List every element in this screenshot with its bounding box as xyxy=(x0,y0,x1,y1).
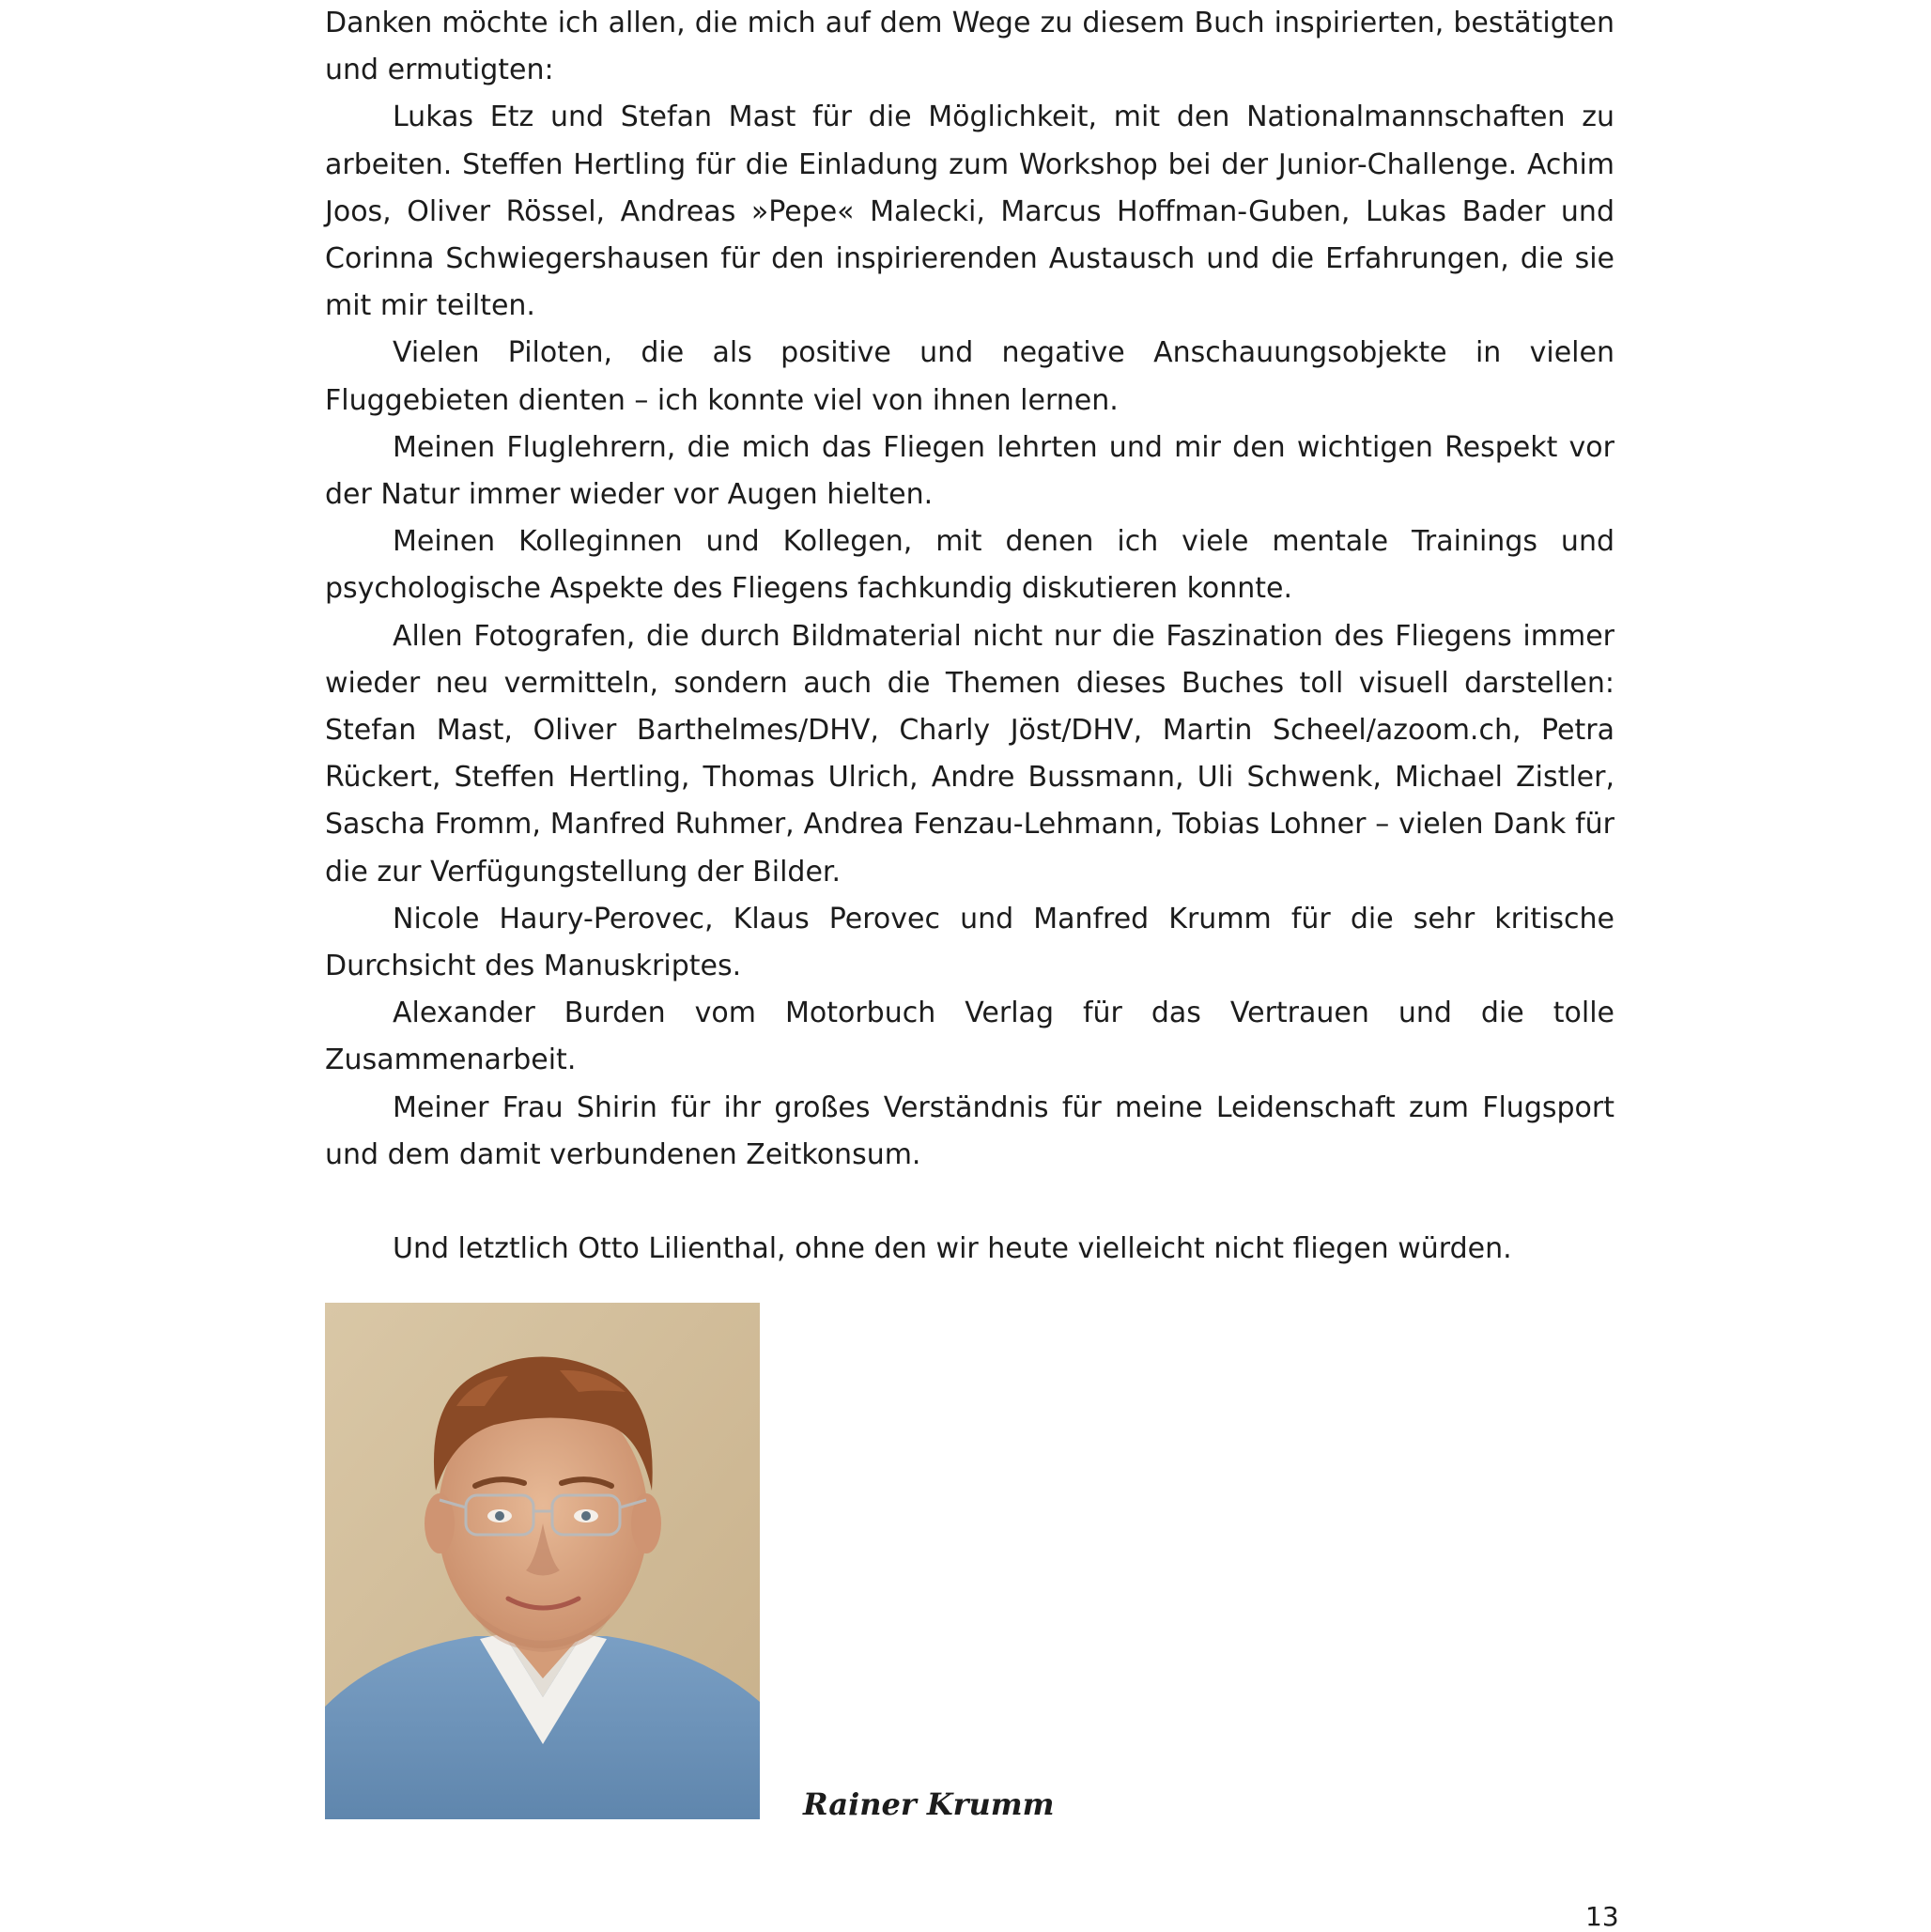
acknowledgement-paragraph: Allen Fotografen, die durch Bildmaterial nicht nur die Faszination des Fliegens immer wieder neu vermitteln, sondern auch die Themen dieses Buches toll visuell darstellen: Stefan Mast, Oliver Barthelmes/DHV, Charly Jöst/DHV, Martin Scheel/azoom.ch, Petra Rückert, Steffen Hertling, Thomas Ulrich, Andre Bussmann, Uli Schwenk, Michael Zistler, Sascha Fromm, Manfred Ruhmer, Andrea Fenzau-Lehmann, Tobias Lohner – vielen Dank für die zur Verfügungstellung der Bilder. xyxy=(325,619,1614,889)
author-portrait xyxy=(325,1303,760,1819)
acknowledgement-paragraph: Meiner Frau Shirin für ihr großes Verständnis für meine Leidenschaft zum Flugsport und dem damit verbundenen Zeitkonsum. xyxy=(325,1090,1614,1171)
acknowledgement-paragraph: Vielen Piloten, die als positive und negative Anschauungsobjekte in vielen Fluggebieten dienten – ich konnte viel von ihnen lernen. xyxy=(325,336,1614,417)
closing-paragraph: Und letztlich Otto Lilienthal, ohne den wir heute vielleicht nicht fliegen würden. xyxy=(393,1232,1512,1266)
acknowledgement-paragraph: Meinen Fluglehrern, die mich das Fliegen lehrten und mir den wichtigen Respekt vor der Natur immer wieder vor Augen hielten. xyxy=(325,430,1614,512)
acknowledgement-paragraph: Meinen Kolleginnen und Kollegen, mit denen ich viele mentale Trainings und psychologische Aspekte des Fliegens fachkundig diskutieren konnte. xyxy=(325,525,1614,606)
acknowledgements-text xyxy=(325,0,1614,1273)
page-number: 13 xyxy=(1585,1901,1619,1932)
acknowledgement-paragraph: Nicole Haury-Perovec, Klaus Perovec und Manfred Krumm für die sehr kritische Durchsicht des Manuskriptes. xyxy=(325,902,1614,983)
acknowledgement-paragraph: Alexander Burden vom Motorbuch Verlag für das Vertrauen und die tolle Zusammenarbeit. xyxy=(325,997,1614,1077)
acknowledgement-paragraph: Lukas Etz und Stefan Mast für die Möglichkeit, mit den Nationalmannschaften zu arbeiten. Steffen Hertling für die Einladung zum Workshop bei der Junior-Challenge. Achim Joos, Oliver Rössel, Andreas »Pepe« Malecki, Marcus Hoffman-Guben, Lukas Bader und Corinna Schwiegershausen für den inspirierenden Austausch und die Erfahrungen, die sie mit mir teilten. xyxy=(325,100,1614,323)
acknowledgement-paragraph: Danken möchte ich allen, die mich auf dem Wege zu diesem Buch inspirierten, bestätigten und ermutigten: xyxy=(325,7,1614,87)
author-signature: Rainer Krumm xyxy=(803,1786,1055,1822)
